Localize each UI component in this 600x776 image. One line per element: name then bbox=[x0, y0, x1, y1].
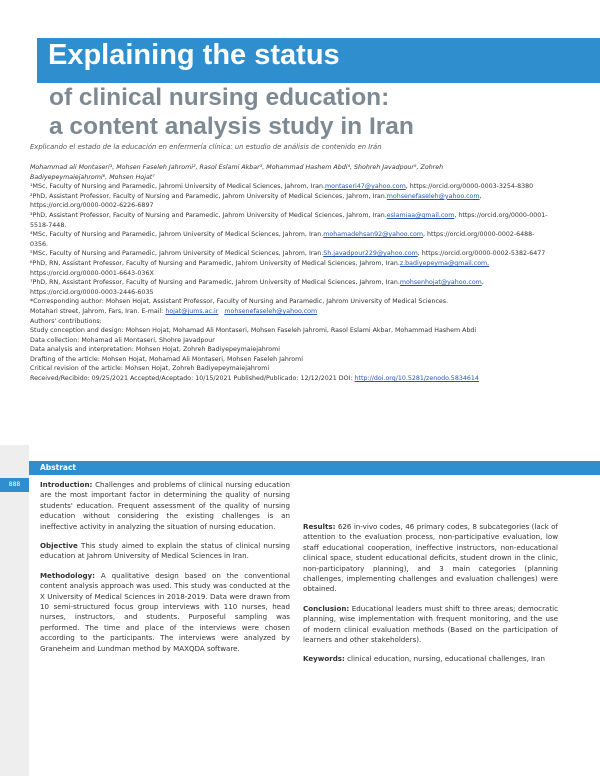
results-label: Results: bbox=[303, 522, 336, 531]
contribution-line: Study conception and design: Mohsen Hojat, Mohamad Ali Montaseri, Mohsen Faseleh Jahromi, Rasol Eslami Akbar, Mohammad Hashem Abdi bbox=[30, 327, 477, 335]
page-title: Explaining the status bbox=[48, 39, 340, 71]
affiliation bbox=[30, 278, 550, 297]
contribution-line: Drafting of the article: Mohsen Hojat, Mohamad Ali Montaseri, Mohsen Faseleh Jahromi bbox=[30, 355, 304, 363]
conclusion-paragraph bbox=[303, 604, 558, 646]
keywords-paragraph bbox=[303, 654, 558, 664]
introduction-paragraph bbox=[40, 480, 290, 532]
affiliation-text: ⁶PhD, RN, Assistant Professor, Faculty of Nursing and Paramedic, Jahrom University of Medical Sciences, Jahrom, Iran. bbox=[30, 259, 400, 267]
affiliation-email-link[interactable]: mohsenhojat@yahoo.com bbox=[399, 279, 482, 287]
corresponding-address bbox=[30, 307, 550, 317]
methodology-paragraph bbox=[40, 571, 290, 654]
authors-line-1: Mohammad ali Montaseri¹, Mohsen Faseleh Jahromi², Rasol Eslami Akbar³, Mohammad Hashem Abdi⁴, Shohreh Javadpour⁵, Zohreh bbox=[30, 164, 444, 171]
affiliation-text: ¹MSc, Faculty of Nursing and Paramedic, Jahromi University of Medical Sciences, Jahrom, Iran. bbox=[30, 183, 325, 191]
affiliation-text: ²PhD, Assistant Professor, Faculty of Nursing and Paramedic, Jahrom University of Medical Sciences, Jahrom, Iran. bbox=[30, 192, 387, 200]
affiliation-email-link[interactable]: mohamadehsan92@yahoo.com bbox=[323, 231, 424, 239]
front-matter bbox=[30, 163, 550, 384]
affiliation bbox=[30, 211, 550, 230]
dates-text: Received/Recibido: 09/25/2021 Accepted/Aceptado: 10/15/2021 Published/Publicado: 12/12/2021 DOI: bbox=[30, 375, 353, 383]
keywords-text: clinical education, nursing, educational challenges, Iran bbox=[344, 654, 545, 664]
contribution-line: Data analysis and interpretation: Mohsen Hojat, Zohreh Badiyepeymaiejahromi bbox=[30, 346, 280, 354]
affiliation-text: ⁴MSc, Faculty of Nursing and Paramedic, Jahrom University of Medical Sciences, Jahrom, Iran. bbox=[30, 231, 324, 239]
spanish-subtitle: Explicando el estado de la educación en enfermería clínica: un estudio de análisis de contenido en Irán bbox=[30, 143, 382, 151]
results-paragraph bbox=[303, 522, 558, 595]
left-sidebar bbox=[0, 445, 29, 776]
affiliation-orcid: , https://orcid.org/0000-0002-5382-6477 bbox=[417, 250, 546, 258]
affiliation-email-link[interactable]: eslamiaa@gmail.com bbox=[386, 211, 455, 219]
introduction-text: Challenges and problems of clinical nursing education are the most important factor in determining the quality of nursing students' education. Frequent assessment of the quality of nursing education without considering the existing challenges is an ineffective activity in analyzing the situation of nursing education. bbox=[40, 480, 290, 531]
methodology-label: Methodology: bbox=[40, 570, 95, 580]
keywords-label: Keywords: bbox=[303, 654, 345, 664]
contribution-line: Data collection: Mohamad ali Montaseri, Shohre Javadpour bbox=[30, 336, 215, 344]
objective-text: This study aimed to explain the status of clinical nursing education at Jahrom University of Medical Sciences in Iran. bbox=[40, 541, 290, 561]
page-number: 888 bbox=[0, 478, 29, 492]
affiliation-text: ⁷PhD, RN, Assistant Professor, Faculty of Nursing and Paramedic, Jahrom University of Medical Sciences, Jahrom, Iran. bbox=[30, 279, 400, 287]
objective-label: Objective bbox=[40, 541, 78, 551]
contributions-heading: Authors' contributions: bbox=[30, 317, 102, 325]
affiliation-email-link[interactable]: Sh.javadpour229@yahoo.com bbox=[323, 250, 418, 258]
publication-dates bbox=[30, 374, 550, 384]
conclusion-label: Conclusion: bbox=[303, 603, 350, 613]
abstract-right-column bbox=[303, 522, 558, 674]
corresponding-email-2[interactable]: mohsenefaseleh@yahoo.com bbox=[224, 307, 318, 315]
abstract-left-column bbox=[40, 480, 290, 663]
results-text: 626 in-vivo codes, 46 primary codes, 8 subcategories (lack of attention to the evaluation process, non-participative evaluation, low staff educational cooperation, ineffective instructors, non-educational clinical space, student educational deficits, student drown in the clinic, non-participatory planning), and 3 main categories (planning challenges, implementing challenges and evaluation challenges) were obtained. bbox=[303, 522, 558, 594]
affiliation bbox=[30, 182, 550, 192]
affiliation-email-link[interactable]: z.badiyepeyma@gmail.com, bbox=[399, 259, 490, 267]
abstract-banner bbox=[29, 461, 600, 475]
affiliation-email-link[interactable]: mohsenefaseleh@yahoo.com bbox=[386, 192, 480, 200]
affiliation-orcid: , https://orcid.org/0000-0001-5518-7448. bbox=[30, 211, 548, 229]
affiliation bbox=[30, 249, 550, 259]
authors-line-2: Badiyepeymaiejahromi⁶, Mohsen Hojat⁷ bbox=[30, 173, 155, 181]
contribution-line: Critical revision of the article: Mohsen Hojat, Zohreh Badiyepeymaiejahromi bbox=[30, 365, 270, 373]
affiliation-text: ⁵MSc, Faculty of Nursing and Paramedic, Jahrom University of Medical Sciences, Jahrom, Iran. bbox=[30, 250, 324, 258]
affiliation-orcid: , https://orcid.org/0000-0003-3254-8380 bbox=[405, 183, 534, 191]
affiliation bbox=[30, 259, 550, 278]
introduction-label: Introduction: bbox=[40, 480, 93, 489]
objective-paragraph bbox=[40, 541, 290, 562]
corresponding-author: *Corresponding author: Mohsen Hojat, Assistant Professor, Faculty of Nursing and Paramedic, Jahrom University of Medical Sciences. bbox=[30, 298, 449, 306]
affiliation-orcid: , https://orcid.org/0000-0003-2446-6035 bbox=[30, 279, 484, 296]
affiliation-email-link[interactable]: montaseri47@yahoo.com bbox=[325, 183, 406, 191]
affiliation-orcid: https://orcid.org/0000-0001-6643-036X bbox=[30, 269, 154, 277]
conclusion-text: Educational leaders must shift to three areas; democratic planning, wise implementation with frequent monitoring, and the use of modern clinical evaluation methods (Based on the participation of learners and other stakeholders). bbox=[303, 603, 558, 645]
corresponding-email-1[interactable]: hojat@jums.ac.ir bbox=[165, 307, 219, 315]
affiliation-text: ³PhD, Assistant Professor, Faculty of Nursing and Paramedic, Jahrom University of Medical Sciences, Jahrom, Iran. bbox=[30, 211, 387, 219]
title-line-2: of clinical nursing education: bbox=[49, 84, 390, 111]
affiliation-orcid: , https://orcid.org/0000-0002-6226-6897 bbox=[30, 192, 482, 210]
abstract-heading: Abstract bbox=[40, 463, 77, 472]
affiliation bbox=[30, 192, 550, 211]
address-text: Motahari street, Jahrom, Fars, Iran. E-mail: bbox=[30, 307, 164, 315]
doi-link[interactable]: http://doi.org/10.5281/zenodo.5834614 bbox=[354, 375, 479, 383]
page-title-line-2 bbox=[49, 83, 414, 141]
methodology-text: A qualitative design based on the conventional content analysis approach was used. This study was conducted at the X University of Medical Sciences in 2018-2019. Data were drawn from 10 semi-structured focus group interviews with 110 nurses, head nurses, instructors, and students. Purposeful sampling was performed. The time and place of the interviews were chosen according to the participants. The interviews were analyzed by Graneheim and Lundman method by MAXQDA software. bbox=[40, 570, 290, 653]
title-line-3: a content analysis study in Iran bbox=[49, 113, 414, 140]
affiliation bbox=[30, 230, 550, 249]
affiliation-orcid: , https://orcid.org/0000-0002-6488-0356. bbox=[30, 231, 535, 248]
